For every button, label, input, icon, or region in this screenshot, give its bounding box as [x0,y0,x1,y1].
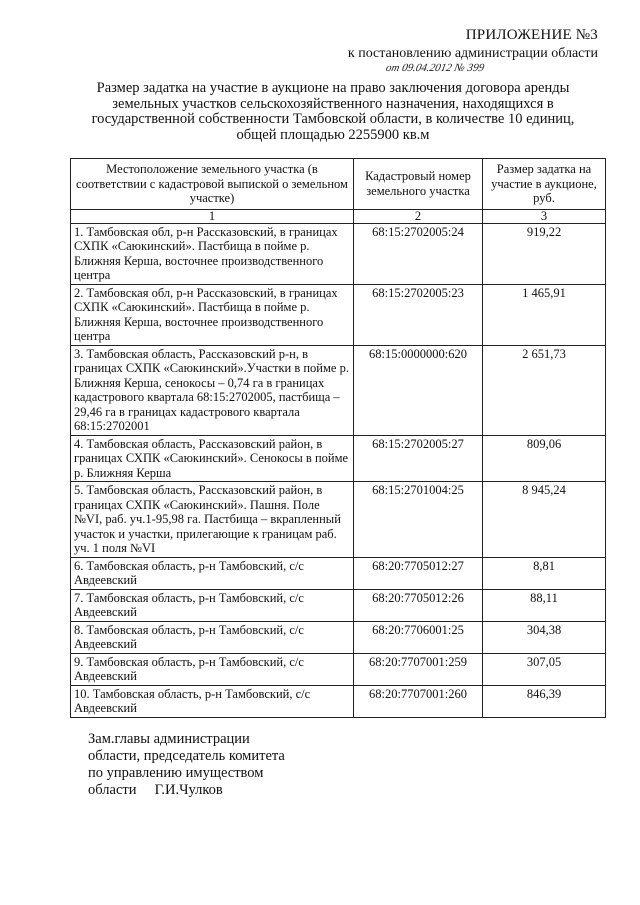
column-number: 3 [483,209,606,223]
cell-cadastral: 68:15:2702005:24 [354,223,483,284]
table-row [71,284,606,345]
cell-deposit: 304,38 [483,621,606,653]
cell-location: 6. Тамбовская область, р-н Тамбовский, с/с Авдеевский [71,557,354,589]
table-row [71,589,606,621]
table-row [71,482,606,558]
cell-deposit: 88,11 [483,589,606,621]
cell-deposit: 809,06 [483,435,606,482]
cell-cadastral: 68:15:2702005:27 [354,435,483,482]
table-row [71,345,606,435]
signature-block [88,731,285,799]
cell-deposit: 2 651,73 [483,345,606,435]
deposit-table [70,158,606,718]
cell-location: 8. Тамбовская область, р-н Тамбовский, с/с Авдеевский [71,621,354,653]
cell-location: 7. Тамбовская область, р-н Тамбовский, с/с Авдеевский [71,589,354,621]
heading-line: общей площадью 2255900 кв.м [236,126,430,143]
cell-deposit: 8,81 [483,557,606,589]
column-number: 2 [354,209,483,223]
appendix-handwritten-date: от 09.04.2012 № 399 [384,62,486,74]
table-row [71,621,606,653]
table-row [71,435,606,482]
cell-cadastral: 68:15:2702005:23 [354,284,483,345]
appendix-title: ПРИЛОЖЕНИЕ №3 [465,27,598,43]
table-row [71,653,606,685]
cell-deposit: 307,05 [483,653,606,685]
cell-deposit: 919,22 [483,223,606,284]
cell-cadastral: 68:20:7707001:259 [354,653,483,685]
signature-line: по управлению имуществом [88,765,264,781]
cell-location: 9. Тамбовская область, р-н Тамбовский, с/с Авдеевский [71,653,354,685]
signature-line: Зам.главы администрации [88,731,250,747]
heading-line: государственной собственности Тамбовской области, в количестве 10 единиц, [91,111,575,127]
cell-deposit: 846,39 [483,685,606,717]
cell-cadastral: 68:15:0000000:620 [354,345,483,435]
cell-location: 3. Тамбовская область, Рассказовский р-н, в границах СХПК «Саюкинский».Участки в пойме р. Ближняя Керша, сенокосы – 0,74 га в границах кадастрового квартала 68:15:2702005, пастбища – 29,46 га в границах кадастрового квартала 68:15:2702001 [71,345,354,435]
table-header-row [71,159,606,210]
cell-cadastral: 68:20:7706001:25 [354,621,483,653]
cell-cadastral: 68:20:7705012:26 [354,589,483,621]
cell-location: 2. Тамбовская обл, р-н Рассказовский, в границах СХПК «Саюкинский». Пастбища в пойме р. Ближняя Керша, восточнее производственного центра [71,284,354,345]
heading-line: Размер задатка на участие в аукционе на право заключения договора аренды [96,80,570,96]
table-body [71,223,606,717]
header-cadastral: Кадастровый номер земельного участка [354,159,483,210]
column-number-row [71,209,606,223]
cell-location: 10. Тамбовская область, р-н Тамбовский, с/с Авдеевский [71,685,354,717]
heading-line: земельных участков сельскохозяйственного назначения, находящихся в [112,95,554,112]
cell-cadastral: 68:20:7705012:27 [354,557,483,589]
cell-deposit: 8 945,24 [483,482,606,558]
cell-location: 4. Тамбовская область, Рассказовский район, в границах СХПК «Саюкинский». Сенокосы в пойме р. Ближняя Керша [71,435,354,482]
signature-line: области Г.И.Чулков [88,782,223,798]
signature-line: области, председатель комитета [88,748,285,764]
table-row [71,685,606,717]
cell-cadastral: 68:15:2701004:25 [354,482,483,558]
cell-location: 5. Тамбовская область, Рассказовский район, в границах СХПК «Саюкинский». Пашня. Поле №VI, раб. уч.1-95,98 га. Пастбища – вкрапленный участок и участки, прилегающие к границам раб. уч. 1 поля №VI [71,482,354,558]
header-deposit: Размер задатка на участие в аукционе, руб. [483,159,606,210]
header-location: Местоположение земельного участка (в соответствии с кадастровой выпиской о земельном участке) [71,159,354,210]
document-heading [78,81,588,143]
column-number: 1 [71,209,354,223]
table-row [71,557,606,589]
cell-deposit: 1 465,91 [483,284,606,345]
cell-cadastral: 68:20:7707001:260 [354,685,483,717]
appendix-subtitle: к постановлению администрации области [347,46,598,61]
table-row [71,223,606,284]
cell-location: 1. Тамбовская обл, р-н Рассказовский, в границах СХПК «Саюкинский». Пастбища в пойме р. Ближняя Керша, восточнее производственного центра [71,223,354,284]
